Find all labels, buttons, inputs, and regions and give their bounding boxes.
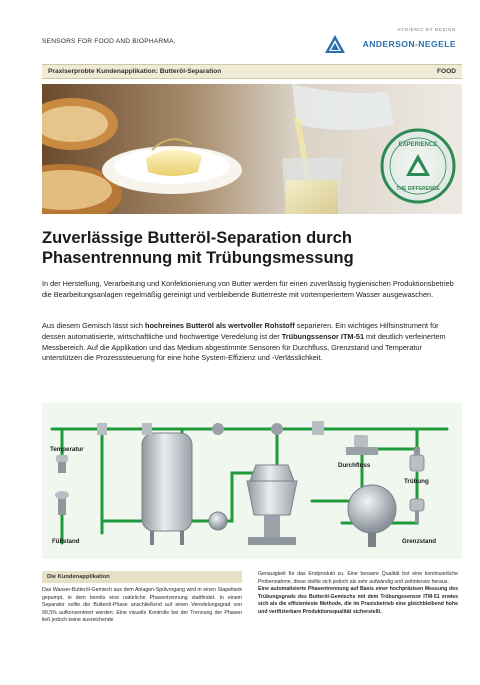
brand-block bbox=[306, 26, 456, 58]
band-title: Praxiserprobte Kundenapplikation: Butteröl-Separation bbox=[48, 68, 222, 75]
brand-claim: HYGIENIC BY DESIGN bbox=[397, 27, 456, 32]
p2-highlight-oil: hochreines Butteröl als wertvoller Rohstoff bbox=[145, 321, 295, 330]
seal-top-text: EXPERIENCE bbox=[398, 142, 438, 148]
p2-highlight-sensor: Trübungssensor ITM-51 bbox=[281, 331, 365, 341]
page-header bbox=[42, 26, 456, 58]
intro-paragraph-2 bbox=[42, 321, 462, 364]
label-grenzstand: Grenzstand bbox=[402, 538, 437, 545]
label-truebung: Trübung bbox=[404, 478, 429, 485]
industry-tag: FOOD bbox=[436, 68, 456, 75]
brand-name: ANDERSON-NEGELE bbox=[362, 39, 456, 49]
hero-illustration bbox=[42, 84, 462, 214]
p2-text-c: separieren. Ein wichtiges Hilfsinstrument für dessen automatisierte, wirtschaftliche und hochwertige Veredelung ist der bbox=[42, 321, 439, 341]
application-band bbox=[42, 64, 462, 79]
intro-paragraph-1: In der Herstellung, Verarbeitung und Konfektionierung von Butter werden für einen zuverlässig hygienischen Produktionsbetrieb die Bearbeitungsanlagen regelmäßig gereinigt und verbleibende Butterreste mit vortemperiertem Wasser ausgewaschen. bbox=[42, 279, 454, 299]
right-column-text: Genauigkeit für das Endprodukt zu. Eine bessere Qualität bot eine kontinuierliche Probennahme, diese stellte sich jedoch als sehr aufwändig und zeitintensiv heraus. bbox=[258, 571, 458, 585]
page-title bbox=[42, 228, 462, 268]
label-fuellstand: Füllstand bbox=[52, 538, 80, 545]
p2-text-e: mit deutlich verfeinertem Messbereich. Auf die Applikation und das Medium abgestimmte Sensoren für Durchfluss, Grenzstand und Temperatur unterstützen die Prozesssteuerung für eine hohe System-Effizienz und -Verlässlichkeit. bbox=[42, 331, 446, 363]
label-temperatur: Temperatur bbox=[50, 446, 84, 453]
title-line-1: Zuverlässige Butteröl-Separation durch bbox=[42, 229, 352, 247]
triangle-logo-icon bbox=[324, 34, 346, 54]
title-line-2: Phasentrennung mit Trübungsmessung bbox=[42, 249, 354, 267]
process-diagram bbox=[42, 403, 462, 559]
hero-image bbox=[42, 84, 462, 214]
label-durchfluss: Durchfluss bbox=[338, 462, 371, 469]
right-column bbox=[258, 571, 458, 617]
p2-text-a: Aus diesem Gemisch lässt sich bbox=[42, 321, 146, 330]
process-schematic bbox=[42, 403, 462, 559]
left-column bbox=[42, 571, 242, 625]
left-column-text: Das Wasser-Butteröl-Gemisch aus dem Anlagen-Spülvorgang wird in einen Stapeltank gepumpt, in dem bereits eine natürliche Phasentrennung stattfindet. In einem Separator sollte die Butteröl-Phase anschließend auf einen Veredelungsgrad von 99,5% aufkonzentriert werden. Eine visuelle Kontrolle bei der Trennung der Phasen ließ jedoch keine ausreichende bbox=[42, 587, 242, 624]
seal-bottom-text: THE DIFFERENCE bbox=[396, 186, 440, 192]
tagline: SENSORS FOR FOOD AND BIOPHARMA. bbox=[42, 38, 176, 45]
section-heading: Die Kundenapplikation bbox=[42, 571, 242, 583]
right-column-bold-text: Eine automatisierte Phasentrennung auf Basis einer hochpräzisen Messung des Trübungsgrads des Butteröl-Gemischs mit dem Trübungssensor ITM-51 erwies sich als die effizienteste Methode, die im Praxisbetrieb eine gleichbleibend hohe und verifizierbare Produktionsqualität sicherstellt. bbox=[258, 586, 458, 615]
